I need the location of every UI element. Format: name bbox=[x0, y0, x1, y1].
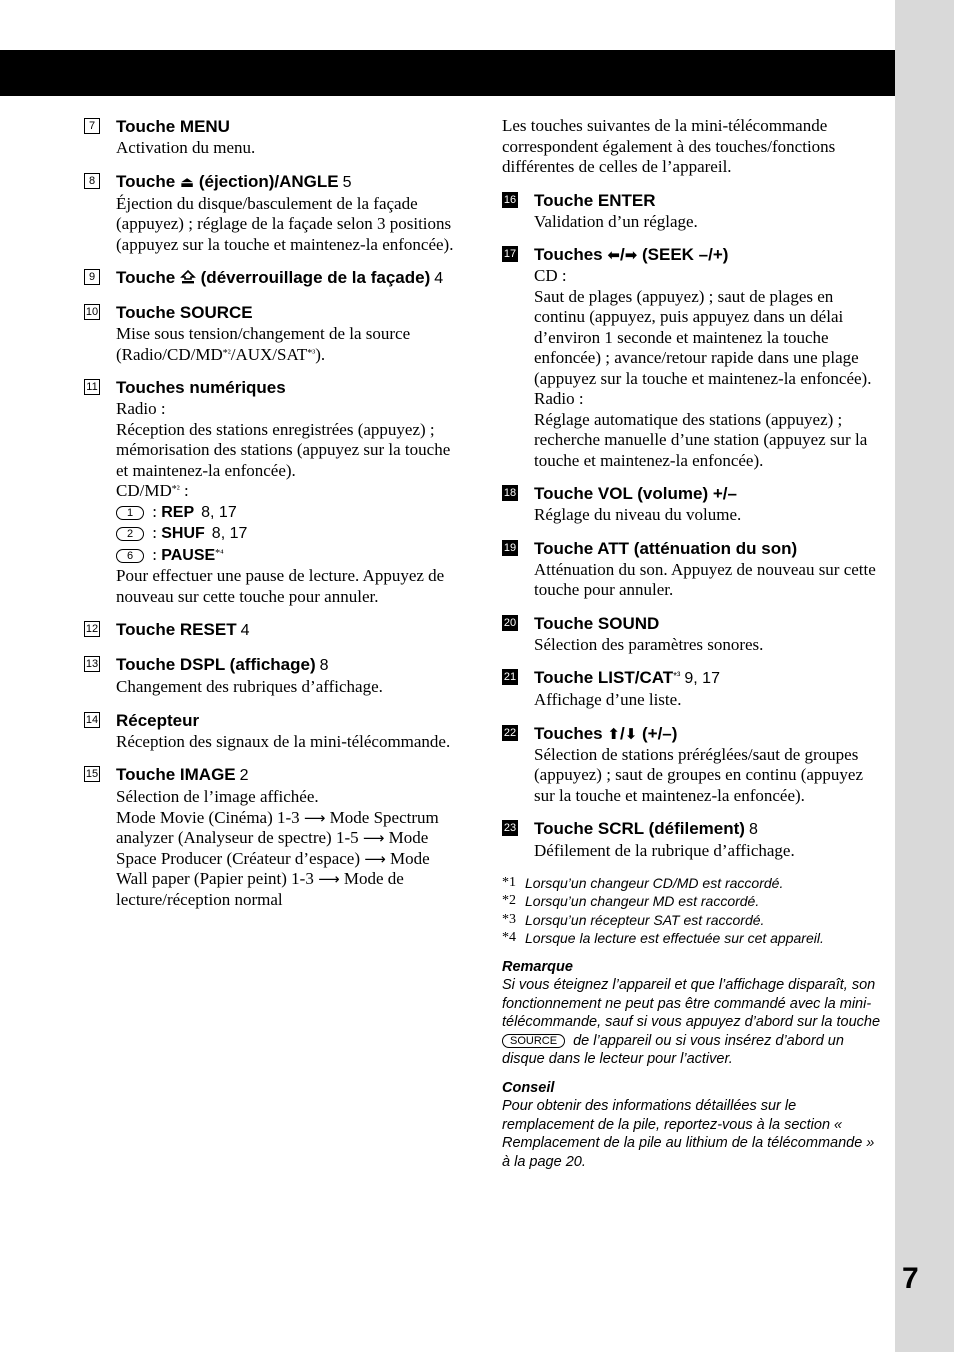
arrow-right-icon: ⟶ bbox=[318, 870, 340, 888]
remarque-text: Si vous éteignez l’appareil et que l’affichage disparaît, son fonctionnement ne peut pas être commandé avec la mini-télécommande, sauf si vous appuyez d’abord sur la touche SOURCE de l’appareil ou si vous insérez d’abord un disque dans le lecteur pour l’activer. bbox=[502, 977, 881, 1067]
item-desc: Éjection du disque/basculement de la façade (appuyez) ; réglage de la façade selon 3 positions (appuyez sur la touche et maintenez-la enfoncée). bbox=[116, 193, 454, 254]
item-number: 21 bbox=[503, 671, 517, 683]
item-8 bbox=[84, 171, 464, 256]
arrow-down-icon: ⬇ bbox=[624, 724, 638, 743]
item-title: Touche MENU bbox=[116, 117, 230, 136]
key-1-icon: 1 bbox=[116, 506, 144, 520]
item-9 bbox=[84, 267, 464, 290]
item-title: Touches ⬅/➡ (SEEK –/+) bbox=[534, 245, 729, 264]
item-number: 14 bbox=[85, 713, 99, 726]
item-desc: Atténuation du son. Appuyez de nouveau sur cette touche pour annuler. bbox=[534, 559, 876, 599]
right-column bbox=[502, 116, 882, 1171]
footnote: *2 Lorsqu’un changeur MD est raccordé. bbox=[502, 893, 760, 909]
key-row: 2 : SHUF 8, 17 bbox=[116, 523, 464, 545]
item-number: 20 bbox=[503, 616, 517, 629]
footnotes bbox=[502, 874, 882, 948]
item-desc: Sélection de l’image affichée. Mode Movie (Cinéma) 1-3 ⟶ Mode Spectrum analyzer (Analyseur de spectre) 1-5 ⟶ Mode Space Producer (Créateur d’espace) ⟶ Mode Wall paper (Papier peint) 1-3 ⟶ Mode de lecture/réception normal bbox=[116, 787, 439, 909]
source-key-icon: SOURCE bbox=[502, 1034, 565, 1048]
item-number: 12 bbox=[85, 623, 99, 635]
footnote: *1 Lorsqu’un changeur CD/MD est raccordé. bbox=[502, 874, 784, 891]
page-ref: 9, 17 bbox=[684, 670, 720, 687]
item-desc: Radio : Réception des stations enregistrées (appuyez) ; mémorisation des stations (appuyez sur la touche et maintenez-la enfoncée). $CD/MD^{*^2}$ : 1 : REP 8, 17 2 : SHUF 8, 17 6 : $PAUSE^{*^4}$ Pour effectuer une pause de lecture. Appuyez de nouveau sur cette touche pour annuler. bbox=[116, 399, 464, 607]
page-ref: 5 bbox=[342, 173, 352, 191]
item-title: Touche SOURCE bbox=[116, 303, 253, 322]
item-23 bbox=[502, 818, 882, 862]
eject-icon: ⏏ bbox=[179, 172, 195, 191]
item-number: 18 bbox=[503, 487, 517, 499]
item-title: Touche ⏏ (éjection)/ANGLE 5 bbox=[116, 171, 352, 191]
remarque-title: Remarque bbox=[502, 958, 573, 975]
item-16 bbox=[502, 190, 882, 233]
page-ref: 8 bbox=[319, 657, 329, 674]
item-number: 10 bbox=[85, 306, 99, 318]
item-number: 9 bbox=[84, 269, 100, 285]
item-7 bbox=[84, 116, 464, 159]
arrow-right-icon: ⟶ bbox=[303, 808, 326, 827]
item-title: Touches ⬆/⬇ (+/–) bbox=[534, 723, 678, 743]
conseil-title: Conseil bbox=[502, 1079, 555, 1096]
item-desc: Sélection des paramètres sonores. bbox=[534, 634, 764, 654]
item-title: Touche SCRL (défilement) 8 bbox=[534, 819, 758, 838]
page-number: 7 bbox=[902, 1262, 919, 1295]
item-10 bbox=[84, 302, 464, 365]
item-number: 13 bbox=[85, 658, 99, 670]
item-desc: Réception des signaux de la mini-télécommande. bbox=[116, 731, 451, 751]
item-20 bbox=[502, 613, 882, 656]
item-desc: Défilement de la rubrique d’affichage. bbox=[534, 841, 795, 860]
item-title: Touche ATT (atténuation du son) bbox=[534, 538, 798, 558]
item-number: 7 bbox=[84, 118, 100, 134]
item-number: 23 bbox=[503, 822, 517, 834]
item-number: 16 bbox=[503, 193, 517, 206]
item-11 bbox=[84, 377, 464, 607]
page-ref: 2 bbox=[239, 767, 249, 784]
item-desc: Affichage d’une liste. bbox=[534, 690, 682, 709]
arrow-right-icon: ⟶ bbox=[364, 849, 386, 868]
item-desc: Activation du menu. bbox=[116, 138, 256, 157]
item-desc: Réglage du niveau du volume. bbox=[534, 505, 742, 524]
item-title: Touche RESET 4 bbox=[116, 620, 250, 639]
header-bar bbox=[0, 50, 895, 96]
item-number: 22 bbox=[503, 726, 517, 739]
item-title: Touche VOL (volume) +/– bbox=[534, 484, 737, 503]
item-desc: Sélection de stations préréglées/saut de groupes (appuyez) ; saut de groupes en continu (appuyez sur la touche et maintenez-la enfoncée). bbox=[534, 744, 864, 805]
arrow-right-icon: ⟶ bbox=[362, 829, 385, 847]
item-title: Touche LIST/$CAT^{*^3}$ 9, 17 bbox=[534, 668, 720, 687]
item-title: Récepteur bbox=[116, 710, 200, 730]
item-title: Touches numériques bbox=[116, 378, 286, 397]
item-desc: CD : Saut de plages (appuyez) ; saut de plages en continu (appuyez, puis appuyez dans un délai d’environ 1 seconde et maintenez la touche enfoncée) ; avance/retour rapide dans une plage (appuyez sur la touche et maintenez-la enfoncée). Radio : Réglage automatique des stations (appuyez) ; recherche manuelle d’une station (appuyez sur la touche et maintenez-la enfoncée). bbox=[534, 266, 872, 470]
arrow-right-icon: ➡ bbox=[624, 246, 638, 264]
item-18 bbox=[502, 483, 882, 526]
item-title: Touche DSPL (affichage) 8 bbox=[116, 655, 329, 674]
footnote: *4 Lorsque la lecture est effectuée sur cet appareil. bbox=[502, 930, 824, 946]
item-12 bbox=[84, 619, 464, 642]
item-number: 17 bbox=[503, 248, 517, 260]
item-desc: Mise sous tension/changement de la source $(Radio/CD/MD^{*^2}/AUX/SAT^{*^3})$. bbox=[116, 324, 411, 364]
item-22 bbox=[502, 723, 882, 807]
key-6-icon: 6 bbox=[116, 549, 144, 563]
page-ref: 4 bbox=[434, 270, 444, 287]
item-number: 8 bbox=[84, 173, 100, 189]
item-14 bbox=[84, 710, 464, 753]
arrow-left-icon: ⬅ bbox=[607, 246, 620, 264]
item-number: 15 bbox=[85, 768, 99, 780]
footnote: *3 Lorsqu’un récepteur SAT est raccordé. bbox=[502, 911, 765, 928]
item-title: Touche (déverrouillage de la façade) 4 bbox=[116, 268, 444, 287]
item-desc: Validation d’un réglage. bbox=[534, 211, 698, 231]
page-tab bbox=[895, 0, 954, 1352]
item-19 bbox=[502, 538, 882, 601]
intro-text: Les touches suivantes de la mini-télécommande correspondent également à des touches/fonctions différentes de celles de l’appareil. bbox=[502, 116, 836, 176]
item-21 bbox=[502, 667, 882, 711]
page-ref: 4 bbox=[240, 622, 250, 639]
item-title: Touche SOUND bbox=[534, 613, 660, 633]
item-title: Touche IMAGE 2 bbox=[116, 765, 249, 784]
item-number: 11 bbox=[84, 379, 100, 395]
conseil-text: Pour obtenir des informations détaillées sur le remplacement de la pile, reportez-vous à la section « Remplacement de la pile au lithium de la télécommande » à la page 20. bbox=[502, 1098, 875, 1170]
item-number: 19 bbox=[503, 541, 517, 554]
item-13 bbox=[84, 654, 464, 698]
release-icon bbox=[180, 269, 196, 285]
item-17 bbox=[502, 244, 882, 471]
item-title: Touche ENTER bbox=[534, 190, 656, 210]
arrow-up-icon: ⬆ bbox=[607, 724, 620, 743]
item-15 bbox=[84, 764, 464, 910]
item-desc: Changement des rubriques d’affichage. bbox=[116, 677, 383, 696]
page-ref: 8 bbox=[748, 821, 758, 838]
key-row: 1 : REP 8, 17 bbox=[116, 502, 464, 524]
key-row: 6 : $PAUSE^{*^4}$ bbox=[116, 545, 464, 567]
left-column bbox=[84, 116, 464, 922]
key-2-icon: 2 bbox=[116, 527, 144, 541]
